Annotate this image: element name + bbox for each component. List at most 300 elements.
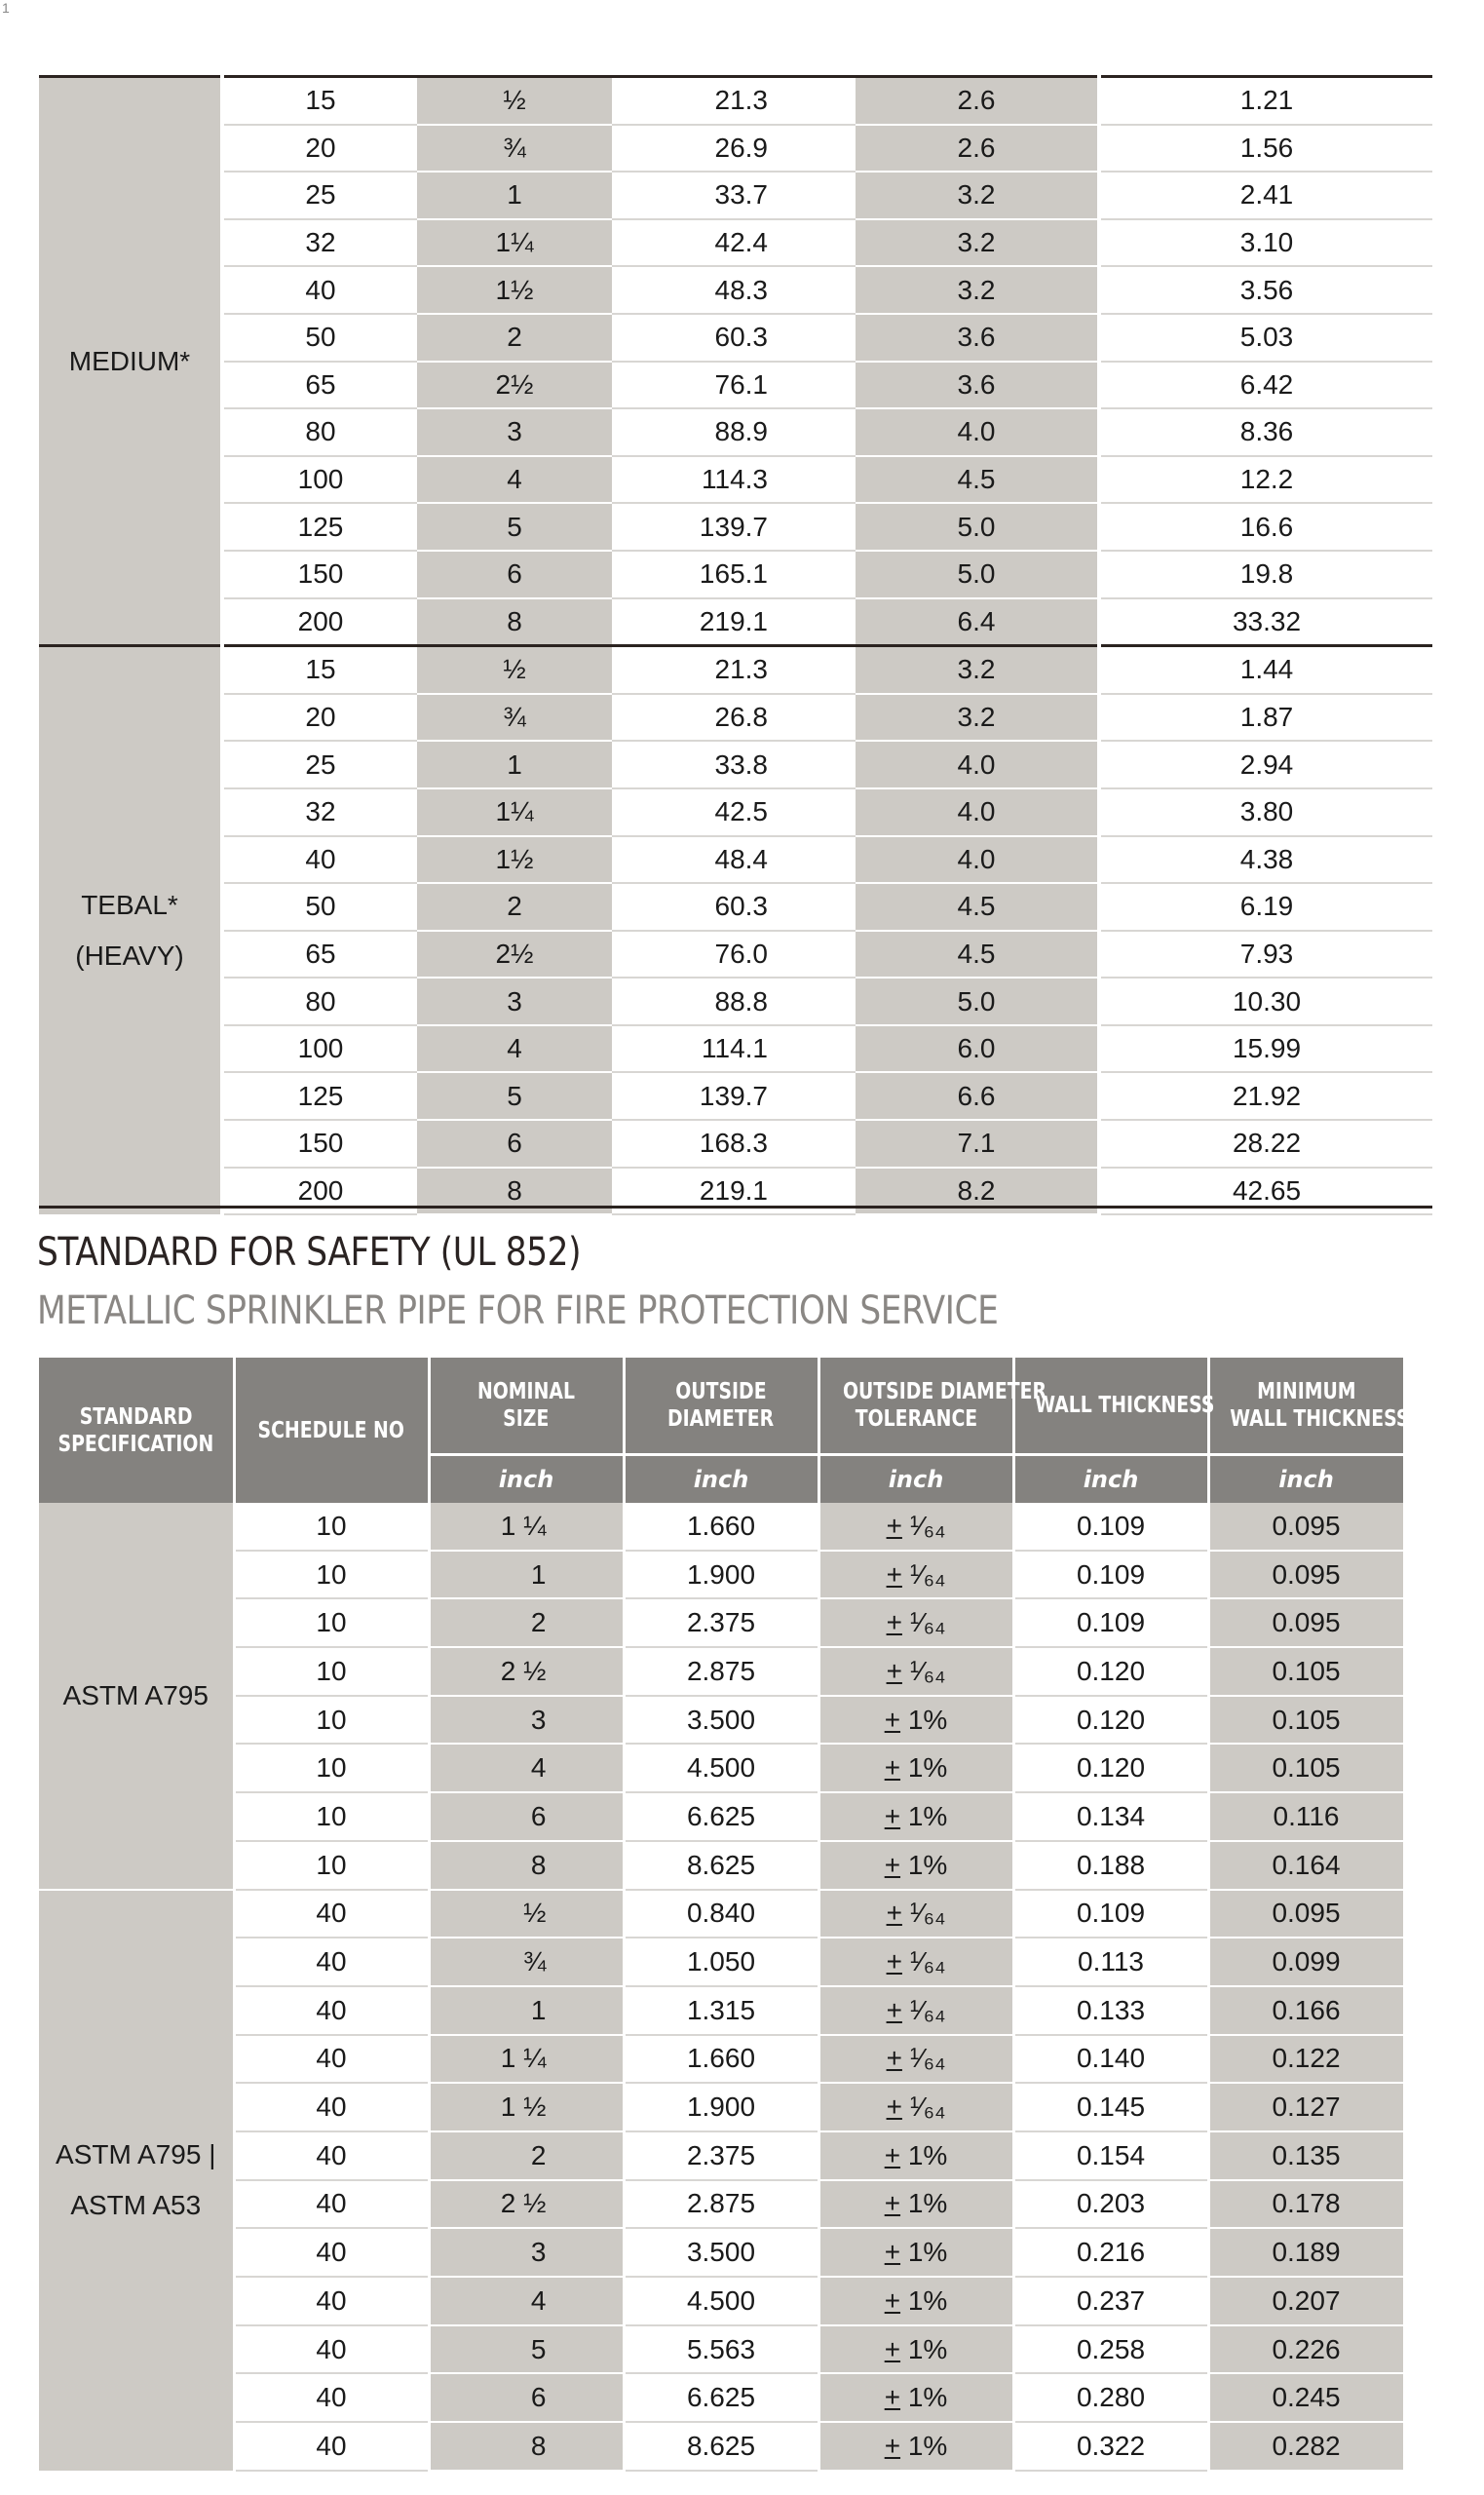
tolerance-sign: + bbox=[884, 2430, 901, 2461]
wall-thickness-cell: 0.203 bbox=[1013, 2180, 1208, 2229]
wall-thickness-cell: 8.2 bbox=[856, 1168, 1099, 1215]
pipe-dimensions-table bbox=[39, 75, 1432, 1215]
wall-thickness-cell: 0.280 bbox=[1013, 2373, 1208, 2422]
wall-thickness-cell: 4.5 bbox=[856, 883, 1099, 931]
tolerance-sign: + bbox=[884, 2382, 901, 2413]
tolerance-sign: + bbox=[884, 2284, 901, 2316]
minimum-wall-thickness-cell: 0.095 bbox=[1208, 1551, 1404, 1599]
table-row bbox=[39, 2228, 1404, 2277]
inch-size-cell: 6 bbox=[417, 551, 612, 598]
table-row bbox=[39, 836, 1432, 884]
outside-diameter-cell: 26.9 bbox=[612, 125, 856, 173]
wall-thickness-cell: 0.322 bbox=[1013, 2422, 1208, 2471]
tolerance-value: 1% bbox=[907, 2139, 948, 2170]
dn-size-cell: 200 bbox=[222, 598, 417, 646]
outside-diameter-cell: 5.563 bbox=[624, 2325, 818, 2374]
outside-diameter-cell: 48.4 bbox=[612, 836, 856, 884]
tolerance-sign: + bbox=[886, 1607, 902, 1638]
table-row bbox=[39, 408, 1432, 456]
outside-diameter-header bbox=[624, 1358, 818, 1455]
inch-size-cell: 1¼ bbox=[417, 788, 612, 836]
od-tolerance-cell bbox=[818, 2180, 1013, 2229]
outside-diameter-cell: 8.625 bbox=[624, 2422, 818, 2471]
od-tolerance-cell bbox=[818, 1647, 1013, 1696]
weight-cell: 1.44 bbox=[1099, 646, 1432, 694]
table-row bbox=[39, 694, 1432, 742]
tolerance-sign: + bbox=[884, 2237, 901, 2268]
tolerance-value: ¹⁄₆₄ bbox=[909, 1510, 946, 1541]
od-tolerance-cell bbox=[818, 2325, 1013, 2374]
wall-thickness-cell: 0.154 bbox=[1013, 2131, 1208, 2180]
table-row bbox=[39, 2035, 1404, 2084]
tolerance-value: ¹⁄₆₄ bbox=[909, 2092, 946, 2123]
outside-diameter-cell: 33.7 bbox=[612, 172, 856, 219]
nominal-size-cell: 5 bbox=[429, 2325, 624, 2374]
tolerance-value: ¹⁄₆₄ bbox=[909, 1994, 946, 2025]
table-row bbox=[39, 598, 1432, 646]
tolerance-value: ¹⁄₆₄ bbox=[909, 1607, 946, 1638]
dn-size-cell: 65 bbox=[222, 362, 417, 409]
tolerance-sign: + bbox=[884, 1849, 901, 1880]
weight-cell: 3.10 bbox=[1099, 219, 1432, 267]
table-row bbox=[39, 2180, 1404, 2229]
nominal-size-cell: 1 ¼ bbox=[429, 2035, 624, 2084]
outside-diameter-cell: 76.0 bbox=[612, 931, 856, 979]
dn-size-cell: 32 bbox=[222, 788, 417, 836]
wall-thickness-cell: 0.145 bbox=[1013, 2083, 1208, 2131]
tolerance-value: ¹⁄₆₄ bbox=[909, 1655, 946, 1686]
wall-thickness-cell: 2.6 bbox=[856, 77, 1099, 125]
schedule-no-cell: 40 bbox=[234, 1986, 429, 2035]
table-row bbox=[39, 788, 1432, 836]
nominal-size-cell: 2 ½ bbox=[429, 1647, 624, 1696]
od-tolerance-cell bbox=[818, 2228, 1013, 2277]
outside-diameter-cell: 21.3 bbox=[612, 646, 856, 694]
header-label: WALL THICKNESS bbox=[1034, 1393, 1214, 1418]
wall-thickness-cell: 0.216 bbox=[1013, 2228, 1208, 2277]
tolerance-value: ¹⁄₆₄ bbox=[909, 1946, 946, 1977]
table-row bbox=[39, 2277, 1404, 2325]
group-label-cell bbox=[39, 1890, 234, 2471]
wall-thickness-cell: 0.237 bbox=[1013, 2277, 1208, 2325]
tolerance-value: 1% bbox=[907, 2188, 948, 2219]
group-label: (HEAVY) bbox=[75, 940, 184, 972]
schedule-no-cell: 40 bbox=[234, 1938, 429, 1986]
dn-size-cell: 80 bbox=[222, 408, 417, 456]
tolerance-sign: + bbox=[886, 1655, 902, 1686]
outside-diameter-cell: 88.9 bbox=[612, 408, 856, 456]
tolerance-value: 1% bbox=[907, 1849, 948, 1880]
tolerance-value: 1% bbox=[907, 2382, 948, 2413]
wall-thickness-cell: 0.120 bbox=[1013, 1696, 1208, 1745]
weight-cell: 12.2 bbox=[1099, 456, 1432, 504]
wall-thickness-cell: 0.109 bbox=[1013, 1551, 1208, 1599]
wall-thickness-cell: 4.5 bbox=[856, 456, 1099, 504]
weight-cell: 6.19 bbox=[1099, 883, 1432, 931]
group-label-cell bbox=[39, 77, 222, 646]
weight-cell: 16.6 bbox=[1099, 503, 1432, 551]
weight-cell: 28.22 bbox=[1099, 1120, 1432, 1168]
schedule-no-cell: 10 bbox=[234, 1503, 429, 1551]
outside-diameter-cell: 219.1 bbox=[612, 1168, 856, 1215]
table-row bbox=[39, 266, 1432, 314]
outside-diameter-cell: 8.625 bbox=[624, 1841, 818, 1890]
nominal-size-cell: 2 ½ bbox=[429, 2180, 624, 2229]
dn-size-cell: 150 bbox=[222, 1120, 417, 1168]
section-divider bbox=[39, 1206, 1432, 1209]
minimum-wall-thickness-cell: 0.164 bbox=[1208, 1841, 1404, 1890]
tolerance-sign: + bbox=[886, 1946, 902, 1977]
table-row bbox=[39, 1551, 1404, 1599]
weight-cell: 4.38 bbox=[1099, 836, 1432, 884]
wall-thickness-cell: 3.2 bbox=[856, 646, 1099, 694]
header-label: WALL THICKNESS bbox=[1229, 1406, 1409, 1432]
dn-size-cell: 32 bbox=[222, 219, 417, 267]
outside-diameter-cell: 60.3 bbox=[612, 314, 856, 362]
inch-size-cell: 5 bbox=[417, 1072, 612, 1120]
table-row bbox=[39, 1841, 1404, 1890]
nominal-size-cell: 6 bbox=[429, 2373, 624, 2422]
outside-diameter-cell: 219.1 bbox=[612, 598, 856, 646]
nominal-size-cell: ½ bbox=[429, 1890, 624, 1938]
table-row bbox=[39, 1744, 1404, 1792]
weight-cell: 10.30 bbox=[1099, 978, 1432, 1025]
nominal-size-cell: 3 bbox=[429, 1696, 624, 1745]
dn-size-cell: 40 bbox=[222, 266, 417, 314]
minimum-wall-thickness-cell: 0.207 bbox=[1208, 2277, 1404, 2325]
outside-diameter-cell: 1.315 bbox=[624, 1986, 818, 2035]
unit-label: inch bbox=[818, 1455, 1013, 1504]
wall-thickness-cell: 5.0 bbox=[856, 551, 1099, 598]
nominal-size-cell: 8 bbox=[429, 1841, 624, 1890]
outside-diameter-cell: 3.500 bbox=[624, 1696, 818, 1745]
group-label: ASTM A795 bbox=[62, 1679, 209, 1710]
wall-thickness-cell: 5.0 bbox=[856, 503, 1099, 551]
unit-label: inch bbox=[429, 1455, 624, 1504]
table-row bbox=[39, 978, 1432, 1025]
group-label: MEDIUM* bbox=[68, 345, 191, 376]
header-label: STANDARD bbox=[79, 1403, 193, 1430]
nominal-size-cell: 1 ½ bbox=[429, 2083, 624, 2131]
weight-cell: 3.56 bbox=[1099, 266, 1432, 314]
wall-thickness-cell: 6.0 bbox=[856, 1025, 1099, 1073]
tolerance-sign: + bbox=[886, 1898, 902, 1929]
outside-diameter-cell: 1.900 bbox=[624, 2083, 818, 2131]
schedule-no-cell: 10 bbox=[234, 1744, 429, 1792]
group-label: ASTM A53 bbox=[70, 2190, 202, 2221]
nominal-size-cell: 2 bbox=[429, 1598, 624, 1647]
wall-thickness-cell: 0.258 bbox=[1013, 2325, 1208, 2374]
outside-diameter-cell: 168.3 bbox=[612, 1120, 856, 1168]
tolerance-sign: + bbox=[884, 1800, 901, 1831]
inch-size-cell: 2 bbox=[417, 883, 612, 931]
inch-size-cell: 1½ bbox=[417, 266, 612, 314]
minimum-wall-thickness-cell: 0.099 bbox=[1208, 1938, 1404, 1986]
od-tolerance-cell bbox=[818, 1551, 1013, 1599]
wall-thickness-cell: 0.109 bbox=[1013, 1598, 1208, 1647]
inch-size-cell: 1 bbox=[417, 741, 612, 788]
weight-cell: 21.92 bbox=[1099, 1072, 1432, 1120]
outside-diameter-cell: 4.500 bbox=[624, 2277, 818, 2325]
unit-label: inch bbox=[1013, 1455, 1208, 1504]
weight-cell: 1.21 bbox=[1099, 77, 1432, 125]
tolerance-sign: + bbox=[884, 2188, 901, 2219]
od-tolerance-cell bbox=[818, 1696, 1013, 1745]
table-row bbox=[39, 2083, 1404, 2131]
group-label-cell bbox=[39, 1503, 234, 1890]
dn-size-cell: 25 bbox=[222, 741, 417, 788]
dn-size-cell: 25 bbox=[222, 172, 417, 219]
tolerance-sign: + bbox=[884, 1704, 901, 1735]
outside-diameter-cell: 0.840 bbox=[624, 1890, 818, 1938]
unit-label: inch bbox=[1208, 1455, 1404, 1504]
table-row bbox=[39, 1696, 1404, 1745]
wall-thickness-cell: 0.113 bbox=[1013, 1938, 1208, 1986]
inch-size-cell: 2½ bbox=[417, 362, 612, 409]
table-row bbox=[39, 741, 1432, 788]
od-tolerance-cell bbox=[818, 2035, 1013, 2084]
table-row bbox=[39, 314, 1432, 362]
tolerance-value: 1% bbox=[907, 2430, 948, 2461]
outside-diameter-cell: 4.500 bbox=[624, 1744, 818, 1792]
header-label: OUTSIDE DIAMETER bbox=[842, 1379, 1046, 1404]
minimum-wall-thickness-cell: 0.116 bbox=[1208, 1792, 1404, 1841]
nominal-size-cell: 1 ¼ bbox=[429, 1503, 624, 1551]
table-row bbox=[39, 646, 1432, 694]
outside-diameter-cell: 114.3 bbox=[612, 456, 856, 504]
dn-size-cell: 100 bbox=[222, 1025, 417, 1073]
schedule-no-cell: 10 bbox=[234, 1696, 429, 1745]
weight-cell: 19.8 bbox=[1099, 551, 1432, 598]
group-label: TEBAL* bbox=[81, 890, 178, 921]
tolerance-sign: + bbox=[884, 2139, 901, 2170]
nominal-size-cell: 2 bbox=[429, 2131, 624, 2180]
minimum-wall-thickness-cell: 0.135 bbox=[1208, 2131, 1404, 2180]
table-row bbox=[39, 1120, 1432, 1168]
header-label: SIZE bbox=[503, 1406, 550, 1432]
header-label: SPECIFICATION bbox=[57, 1431, 214, 1457]
wall-thickness-cell: 0.109 bbox=[1013, 1890, 1208, 1938]
od-tolerance-cell bbox=[818, 1938, 1013, 1986]
inch-size-cell: 4 bbox=[417, 456, 612, 504]
minimum-wall-thickness-cell: 0.127 bbox=[1208, 2083, 1404, 2131]
table-row bbox=[39, 456, 1432, 504]
od-tolerance-cell bbox=[818, 1503, 1013, 1551]
weight-cell: 33.32 bbox=[1099, 598, 1432, 646]
tolerance-sign: + bbox=[886, 2092, 902, 2123]
unit-label: inch bbox=[624, 1455, 818, 1504]
outside-diameter-cell: 139.7 bbox=[612, 503, 856, 551]
header-row bbox=[39, 1358, 1404, 1455]
schedule-no-header bbox=[234, 1358, 429, 1503]
nominal-size-cell: 8 bbox=[429, 2422, 624, 2471]
wall-thickness-cell: 0.188 bbox=[1013, 1841, 1208, 1890]
nominal-size-cell: ¾ bbox=[429, 1938, 624, 1986]
wall-thickness-cell: 4.0 bbox=[856, 836, 1099, 884]
dn-size-cell: 40 bbox=[222, 836, 417, 884]
schedule-no-cell: 40 bbox=[234, 2131, 429, 2180]
section-subtitle: METALLIC SPRINKLER PIPE FOR FIRE PROTECTION SERVICE bbox=[37, 1288, 999, 1333]
inch-size-cell: 1 bbox=[417, 172, 612, 219]
header-label: MINIMUM bbox=[1256, 1379, 1356, 1404]
dn-size-cell: 50 bbox=[222, 314, 417, 362]
wall-thickness-cell: 2.6 bbox=[856, 125, 1099, 173]
inch-size-cell: 3 bbox=[417, 978, 612, 1025]
schedule-no-cell: 40 bbox=[234, 2083, 429, 2131]
tolerance-value: 1% bbox=[907, 1752, 948, 1784]
wall-thickness-cell: 5.0 bbox=[856, 978, 1099, 1025]
dn-size-cell: 65 bbox=[222, 931, 417, 979]
outside-diameter-cell: 33.8 bbox=[612, 741, 856, 788]
wall-thickness-cell: 0.133 bbox=[1013, 1986, 1208, 2035]
group-label: ASTM A795 | bbox=[56, 2139, 216, 2170]
nominal-size-cell: 1 bbox=[429, 1986, 624, 2035]
wall-thickness-cell: 4.0 bbox=[856, 408, 1099, 456]
header-label: OUTSIDE bbox=[675, 1379, 767, 1404]
header-label: NOMINAL bbox=[476, 1379, 575, 1404]
page-marker: 1 bbox=[2, 0, 10, 16]
tolerance-value: ¹⁄₆₄ bbox=[909, 2043, 946, 2074]
wall-thickness-cell: 0.134 bbox=[1013, 1792, 1208, 1841]
schedule-no-cell: 40 bbox=[234, 2422, 429, 2471]
od-tolerance-cell bbox=[818, 1744, 1013, 1792]
table-row bbox=[39, 2131, 1404, 2180]
minimum-wall-thickness-header bbox=[1208, 1358, 1409, 1455]
group-label-cell bbox=[39, 646, 222, 1215]
table-row bbox=[39, 503, 1432, 551]
schedule-no-cell: 40 bbox=[234, 1890, 429, 1938]
table-row bbox=[39, 2422, 1404, 2471]
schedule-no-cell: 40 bbox=[234, 2228, 429, 2277]
nominal-size-header bbox=[429, 1358, 624, 1455]
weight-cell: 1.56 bbox=[1099, 125, 1432, 173]
weight-cell: 42.65 bbox=[1099, 1168, 1432, 1215]
inch-size-cell: ¾ bbox=[417, 125, 612, 173]
wall-thickness-cell: 3.6 bbox=[856, 314, 1099, 362]
weight-cell: 2.41 bbox=[1099, 172, 1432, 219]
dn-size-cell: 15 bbox=[222, 646, 417, 694]
minimum-wall-thickness-cell: 0.245 bbox=[1208, 2373, 1404, 2422]
minimum-wall-thickness-cell: 0.122 bbox=[1208, 2035, 1404, 2084]
weight-cell: 1.87 bbox=[1099, 694, 1432, 742]
nominal-size-cell: 4 bbox=[429, 2277, 624, 2325]
wall-thickness-cell: 4.5 bbox=[856, 931, 1099, 979]
minimum-wall-thickness-cell: 0.189 bbox=[1208, 2228, 1404, 2277]
outside-diameter-cell: 165.1 bbox=[612, 551, 856, 598]
wall-thickness-cell: 4.0 bbox=[856, 741, 1099, 788]
outside-diameter-cell: 6.625 bbox=[624, 1792, 818, 1841]
table-row bbox=[39, 125, 1432, 173]
tolerance-sign: + bbox=[886, 1994, 902, 2025]
schedule-no-cell: 40 bbox=[234, 2373, 429, 2422]
tolerance-sign: + bbox=[886, 1558, 902, 1590]
outside-diameter-cell: 139.7 bbox=[612, 1072, 856, 1120]
table-row bbox=[39, 1890, 1404, 1938]
nominal-size-cell: 6 bbox=[429, 1792, 624, 1841]
inch-size-cell: 1¼ bbox=[417, 219, 612, 267]
table-row bbox=[39, 2373, 1404, 2422]
table-row bbox=[39, 362, 1432, 409]
outside-diameter-cell: 88.8 bbox=[612, 978, 856, 1025]
sprinkler-pipe-table bbox=[39, 1358, 1409, 2472]
header-label: TOLERANCE bbox=[855, 1406, 977, 1432]
minimum-wall-thickness-cell: 0.178 bbox=[1208, 2180, 1404, 2229]
inch-size-cell: ½ bbox=[417, 77, 612, 125]
schedule-no-cell: 40 bbox=[234, 2325, 429, 2374]
table-row bbox=[39, 172, 1432, 219]
nominal-size-cell: 4 bbox=[429, 1744, 624, 1792]
dn-size-cell: 125 bbox=[222, 503, 417, 551]
minimum-wall-thickness-cell: 0.226 bbox=[1208, 2325, 1404, 2374]
outside-diameter-cell: 114.1 bbox=[612, 1025, 856, 1073]
weight-cell: 3.80 bbox=[1099, 788, 1432, 836]
table-row bbox=[39, 931, 1432, 979]
table-row bbox=[39, 1503, 1404, 1551]
wall-thickness-cell: 0.109 bbox=[1013, 1503, 1208, 1551]
wall-thickness-cell: 0.120 bbox=[1013, 1744, 1208, 1792]
inch-size-cell: 2 bbox=[417, 314, 612, 362]
table-row bbox=[39, 551, 1432, 598]
od-tolerance-cell bbox=[818, 1986, 1013, 2035]
schedule-no-cell: 10 bbox=[234, 1598, 429, 1647]
minimum-wall-thickness-cell: 0.105 bbox=[1208, 1647, 1404, 1696]
minimum-wall-thickness-cell: 0.166 bbox=[1208, 1986, 1404, 2035]
dn-size-cell: 20 bbox=[222, 694, 417, 742]
table-row bbox=[39, 1072, 1432, 1120]
weight-cell: 7.93 bbox=[1099, 931, 1432, 979]
outside-diameter-cell: 42.4 bbox=[612, 219, 856, 267]
weight-cell: 15.99 bbox=[1099, 1025, 1432, 1073]
outside-diameter-cell: 42.5 bbox=[612, 788, 856, 836]
nominal-size-cell: 3 bbox=[429, 2228, 624, 2277]
tolerance-sign: + bbox=[886, 1510, 902, 1541]
outside-diameter-cell: 48.3 bbox=[612, 266, 856, 314]
schedule-no-cell: 40 bbox=[234, 2277, 429, 2325]
schedule-no-cell: 40 bbox=[234, 2180, 429, 2229]
schedule-no-cell: 10 bbox=[234, 1792, 429, 1841]
tolerance-sign: + bbox=[884, 1752, 901, 1784]
tolerance-sign: + bbox=[884, 2333, 901, 2364]
nominal-size-cell: 1 bbox=[429, 1551, 624, 1599]
wall-thickness-header bbox=[1013, 1358, 1214, 1455]
wall-thickness-cell: 3.6 bbox=[856, 362, 1099, 409]
wall-thickness-cell: 0.140 bbox=[1013, 2035, 1208, 2084]
outside-diameter-cell: 1.900 bbox=[624, 1551, 818, 1599]
minimum-wall-thickness-cell: 0.095 bbox=[1208, 1598, 1404, 1647]
table-row bbox=[39, 1792, 1404, 1841]
inch-size-cell: ½ bbox=[417, 646, 612, 694]
od-tolerance-cell bbox=[818, 1841, 1013, 1890]
inch-size-cell: 2½ bbox=[417, 931, 612, 979]
tolerance-value: ¹⁄₆₄ bbox=[909, 1558, 946, 1590]
dn-size-cell: 50 bbox=[222, 883, 417, 931]
wall-thickness-cell: 6.6 bbox=[856, 1072, 1099, 1120]
od-tolerance-header bbox=[818, 1358, 1046, 1455]
wall-thickness-cell: 4.0 bbox=[856, 788, 1099, 836]
od-tolerance-cell bbox=[818, 1792, 1013, 1841]
outside-diameter-cell: 2.375 bbox=[624, 2131, 818, 2180]
minimum-wall-thickness-cell: 0.095 bbox=[1208, 1503, 1404, 1551]
outside-diameter-cell: 1.050 bbox=[624, 1938, 818, 1986]
section-title: STANDARD FOR SAFETY (UL 852) bbox=[37, 1230, 582, 1275]
outside-diameter-cell: 26.8 bbox=[612, 694, 856, 742]
weight-cell: 5.03 bbox=[1099, 314, 1432, 362]
wall-thickness-cell: 3.2 bbox=[856, 172, 1099, 219]
minimum-wall-thickness-cell: 0.282 bbox=[1208, 2422, 1404, 2471]
wall-thickness-cell: 3.2 bbox=[856, 266, 1099, 314]
inch-size-cell: 8 bbox=[417, 1168, 612, 1215]
schedule-no-cell: 40 bbox=[234, 2035, 429, 2084]
